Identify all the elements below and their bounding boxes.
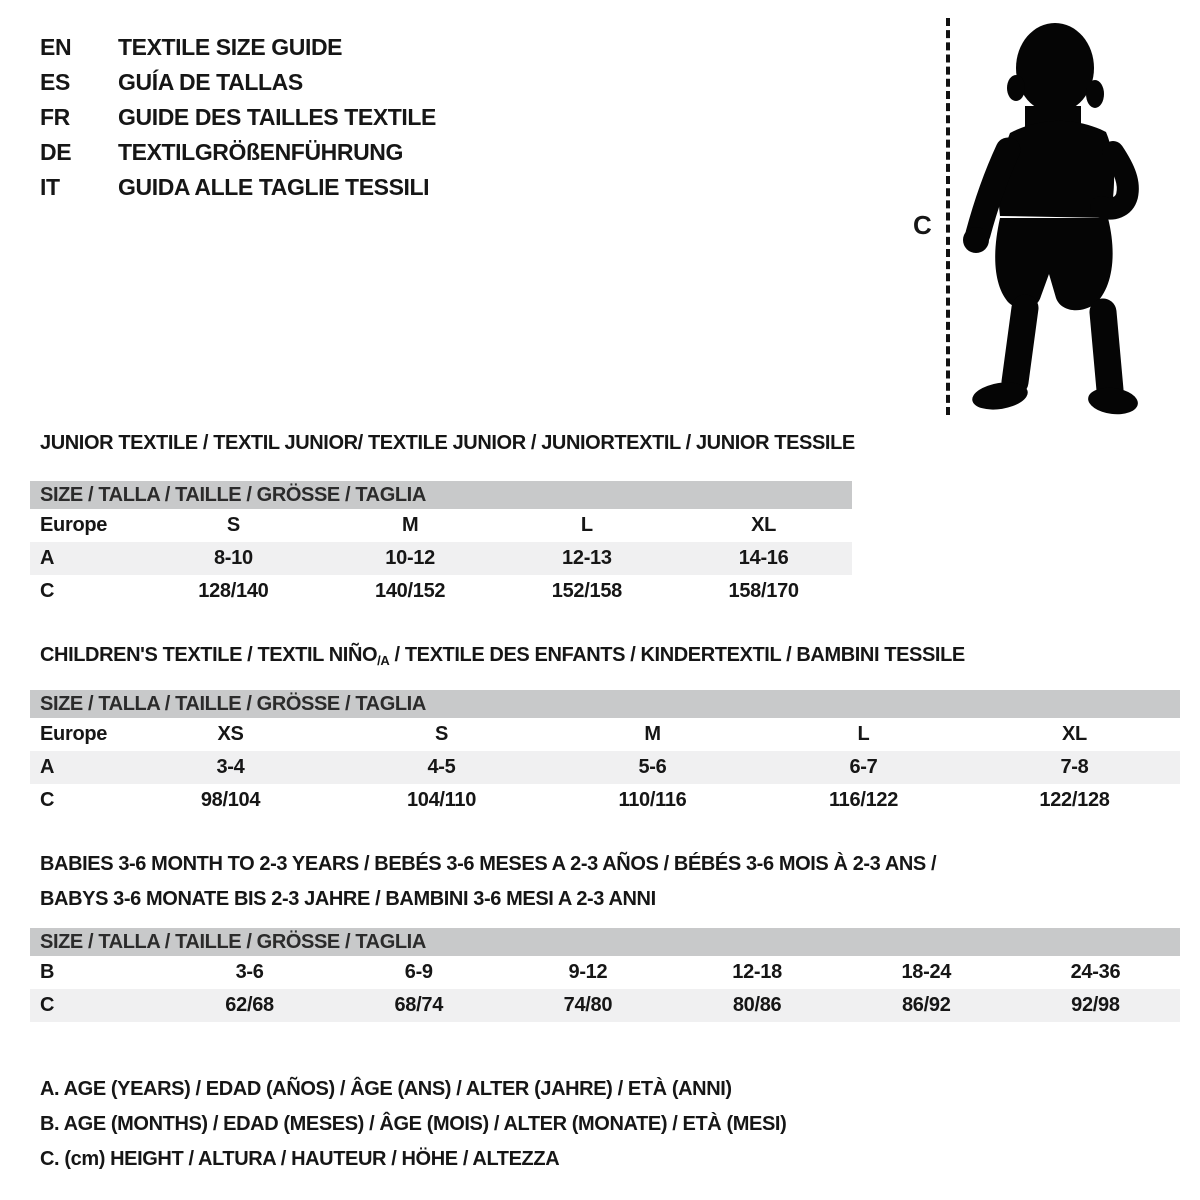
language-row xyxy=(40,170,436,205)
age-cell: 3-4 xyxy=(216,756,245,778)
height-cell: 158/170 xyxy=(728,580,799,602)
children-size-table xyxy=(30,690,1180,817)
size-cell: XL xyxy=(751,514,777,536)
children-size-header-bar: SIZE / TALLA / TAILLE / GRÖSSE / TAGLIA xyxy=(30,690,1180,718)
measurement-legend xyxy=(40,1072,786,1177)
babies-size-table xyxy=(30,928,1180,1022)
height-measure-dashed-line xyxy=(946,18,950,415)
age-cell: 14-16 xyxy=(738,547,789,569)
legend-line-a: A. AGE (YEARS) / EDAD (AÑOS) / ÂGE (ANS) / ALTER (JAHRE) / ETÀ (ANNI) xyxy=(40,1078,732,1100)
height-cell: 104/110 xyxy=(406,789,477,811)
months-cell: 6-9 xyxy=(404,961,433,983)
toddler-silhouette-icon xyxy=(955,18,1145,418)
size-cell: M xyxy=(644,723,661,745)
height-cell: 92/98 xyxy=(1071,994,1120,1016)
language-row xyxy=(40,135,436,170)
language-title: GUÍA DE TALLAS xyxy=(118,69,303,95)
row-label: Europe xyxy=(40,514,108,536)
months-cell: 24-36 xyxy=(1070,961,1121,983)
height-cell: 152/158 xyxy=(551,580,622,602)
height-cell: 122/128 xyxy=(1039,789,1110,811)
legend-line-c: C. (cm) HEIGHT / ALTURA / HAUTEUR / HÖHE / ALTEZZA xyxy=(40,1148,560,1170)
size-cell: XS xyxy=(217,723,244,745)
language-title: GUIDA ALLE TAGLIE TESSILI xyxy=(118,174,430,200)
height-cell: 116/122 xyxy=(828,789,899,811)
babies-row-height xyxy=(30,989,1180,1022)
junior-row-age xyxy=(30,542,852,575)
language-code: DE xyxy=(40,139,72,165)
junior-size-header-bar: SIZE / TALLA / TAILLE / GRÖSSE / TAGLIA xyxy=(30,481,852,509)
language-row xyxy=(40,65,436,100)
junior-section-title: JUNIOR TEXTILE / TEXTIL JUNIOR/ TEXTILE JUNIOR / JUNIORTEXTIL / JUNIOR TESSILE xyxy=(40,432,855,454)
babies-section-title xyxy=(40,847,936,917)
children-title-post: / TEXTILE DES ENFANTS / KINDERTEXTIL / BAMBINI TESSILE xyxy=(389,644,965,666)
language-code: ES xyxy=(40,69,70,95)
junior-size-table xyxy=(30,481,852,608)
size-cell: XL xyxy=(1062,723,1087,745)
height-cell: 80/86 xyxy=(732,994,782,1016)
babies-row-months xyxy=(30,956,1180,989)
row-label: C xyxy=(40,994,55,1016)
age-cell: 6-7 xyxy=(849,756,878,778)
row-label: A xyxy=(40,756,55,778)
language-code: FR xyxy=(40,104,70,130)
row-label: C xyxy=(40,789,55,811)
legend-line-b: B. AGE (MONTHS) / EDAD (MESES) / ÂGE (MOIS) / ALTER (MONATE) / ETÀ (MESI) xyxy=(40,1113,787,1135)
babies-title-line2: BABYS 3-6 MONATE BIS 2-3 JAHRE / BAMBINI 3-6 MESI A 2-3 ANNI xyxy=(40,888,656,910)
height-cell: 62/68 xyxy=(225,994,274,1016)
children-row-age xyxy=(30,751,1180,784)
height-cell: 110/116 xyxy=(618,789,687,811)
age-cell: 8-10 xyxy=(213,547,253,569)
months-cell: 9-12 xyxy=(568,961,608,983)
age-cell: 10-12 xyxy=(385,547,435,569)
height-cell: 74/80 xyxy=(563,994,613,1016)
babies-size-header-bar: SIZE / TALLA / TAILLE / GRÖSSE / TAGLIA xyxy=(30,928,1180,956)
months-cell: 18-24 xyxy=(901,961,952,983)
children-row-europe xyxy=(30,718,1180,751)
language-title: GUIDE DES TAILLES TEXTILE xyxy=(118,104,436,130)
language-row xyxy=(40,100,436,135)
size-cell: M xyxy=(401,514,419,536)
height-cell: 128/140 xyxy=(198,580,269,602)
children-row-height xyxy=(30,784,1180,817)
language-title: TEXTILE SIZE GUIDE xyxy=(118,34,343,60)
age-cell: 5-6 xyxy=(638,756,667,778)
size-cell: L xyxy=(580,514,593,536)
months-cell: 12-18 xyxy=(732,961,782,983)
height-cell: 86/92 xyxy=(901,994,951,1016)
language-row xyxy=(40,30,436,65)
size-cell: S xyxy=(226,514,240,536)
height-cell: 140/152 xyxy=(375,580,446,602)
children-section-title xyxy=(40,644,965,667)
size-cell: L xyxy=(857,723,870,745)
row-label: Europe xyxy=(40,723,108,745)
row-label: A xyxy=(40,547,55,569)
language-title: TEXTILGRÖßENFÜHRUNG xyxy=(118,139,403,165)
language-list xyxy=(40,30,436,205)
language-code: EN xyxy=(40,34,72,60)
age-cell: 12-13 xyxy=(562,547,612,569)
junior-row-europe xyxy=(30,509,852,542)
age-cell: 4-5 xyxy=(427,756,456,778)
children-title-pre: CHILDREN'S TEXTILE / TEXTIL NIÑO xyxy=(40,644,378,666)
children-title-subscript: /A xyxy=(377,653,390,668)
height-cell: 98/104 xyxy=(200,789,261,811)
row-label: C xyxy=(40,580,55,602)
age-cell: 7-8 xyxy=(1060,756,1089,778)
size-cell: S xyxy=(434,723,449,745)
junior-row-height xyxy=(30,575,852,608)
babies-title-line1: BABIES 3-6 MONTH TO 2-3 YEARS / BEBÉS 3-6 MESES A 2-3 AÑOS / BÉBÉS 3-6 MOIS À 2-3 ANS / xyxy=(40,853,937,875)
height-measure-label: C xyxy=(913,210,932,240)
row-label: B xyxy=(40,961,55,983)
language-code: IT xyxy=(40,174,60,200)
months-cell: 3-6 xyxy=(235,961,264,983)
height-cell: 68/74 xyxy=(394,994,444,1016)
